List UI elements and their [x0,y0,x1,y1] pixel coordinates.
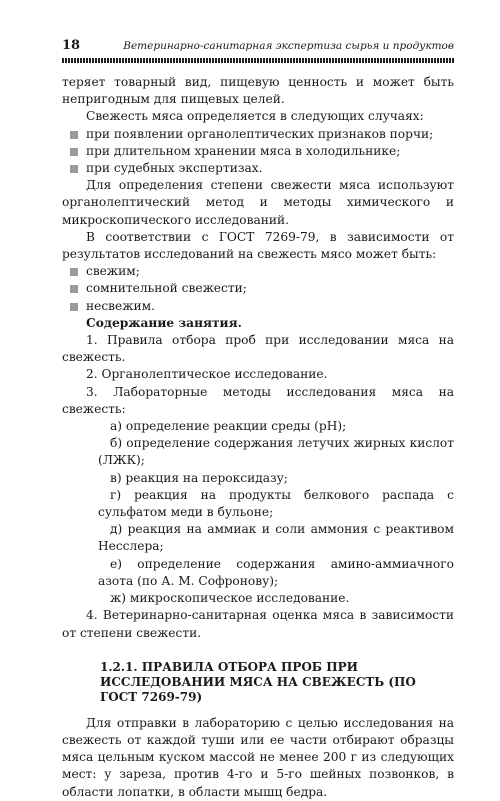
list-item: при судебных экспертизах. [62,160,454,177]
lesson-heading: Содержание занятия. [86,315,242,330]
paragraph: теряет товарный вид, пищевую ценность и может быть непригодным для пищевых целей. [62,75,454,107]
page-header [62,38,454,56]
sub-item: д) реакция на аммиак и соли аммония с реактивом Несслера; [98,522,454,554]
bullet-square-icon [70,165,78,173]
numbered-item: 2. Органолептическое исследование. [86,367,328,382]
paragraph: В соответствии с ГОСТ 7269-79, в зависимости от результатов исследований на свежесть мясо может быть: [62,229,454,262]
list-item: несвежим. [62,298,454,315]
list-item: при появлении органолептических признаков порчи; [62,126,454,143]
sub-item: г) реакция на продукты белкового распада с сульфатом меди в бульоне; [98,487,454,520]
list-item: свежим; [62,263,454,280]
paragraph: Свежесть мяса определяется в следующих случаях: [86,109,424,124]
sub-item: б) определение содержания летучих жирных кислот (ЛЖК); [98,436,454,468]
numbered-item: 1. Правила отбора проб при исследовании мяса на свежесть. [62,333,454,365]
header-rule [62,58,454,63]
page-number: 18 [62,38,81,53]
running-title: Ветеринарно-санитарная экспертиза сырья и продуктов [123,40,454,52]
bullet-square-icon [70,131,78,139]
bullet-square-icon [70,148,78,156]
bullet-square-icon [70,285,78,293]
section-title: 1.2.1. ПРАВИЛА ОТБОРА ПРОБ ПРИ ИССЛЕДОВАНИИ МЯСА НА СВЕЖЕСТЬ (ПО ГОСТ 7269-79) [100,659,416,704]
sub-item: е) определение содержания амино-аммиачного азота (по А. М. Софронову); [98,556,454,588]
paragraph: Для определения степени свежести мяса используют органолептический метод и методы химического и микроскопического исследований. [62,178,454,227]
list-item: сомнительной свежести; [62,280,454,297]
sub-item: ж) микроскопическое исследование. [110,591,350,606]
list-item: при длительном хранении мяса в холодильнике; [62,143,454,160]
bullet-square-icon [70,268,78,276]
numbered-item: 3. Лабораторные методы исследования мяса на свежесть: [62,384,454,416]
page-body [62,74,454,801]
sub-item: а) определение реакции среды (pH); [110,419,347,434]
numbered-item: 4. Ветеринарно-санитарная оценка мяса в зависимости от степени свежести. [62,608,454,640]
paragraph: Для отправки в лабораторию с целью исследования на свежесть от каждой туши или ее части отбирают образцы мяса цельным куском массой не менее 200 г из следующих мест: у зареза, против 4-го и 5-го шейных позвонков, в области лопатки, в области мышц бедра. [62,715,454,799]
sub-item: в) реакция на пероксидазу; [110,470,288,485]
bullet-square-icon [70,303,78,311]
